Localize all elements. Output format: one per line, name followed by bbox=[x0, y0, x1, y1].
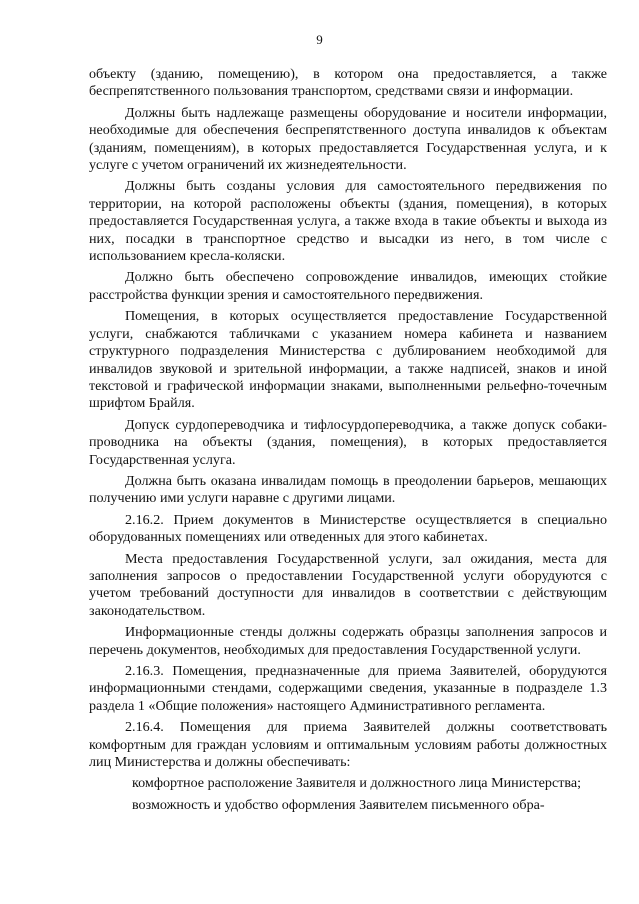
paragraph: Должно быть обеспечено сопровождение инвалидов, имеющих стойкие расстройства функции зрения и самостоятельного передвижения. bbox=[89, 269, 607, 303]
paragraph-continuation: объекту (зданию, помещению), в котором она предоставляется, а также беспрепятственного пользования транспортом, средствами связи и информации. bbox=[89, 66, 607, 100]
list-item: возможность и удобство оформления Заявителем письменного обра- bbox=[132, 796, 545, 813]
paragraph: Информационные стенды должны содержать образцы заполнения запросов и перечень документов, необходимых для предоставления Государственной услуги. bbox=[89, 624, 607, 658]
paragraph: Должны быть надлежаще размещены оборудование и носители информации, необходимые для обеспечения беспрепятственного доступа инвалидов к объектам (зданиям, помещениям), в которых предоставляется Государственная услуга, и к услуге с учетом ограничений их жизнедеятельности. bbox=[89, 104, 607, 174]
paragraph: Помещения, в которых осуществляется предоставление Государственной услуги, снабжаются табличками с указанием номера кабинета и названием структурного подразделения Министерства с дублированием необходимой для инвалидов звуковой и зрительной информации, а также надписей, знаков и иной текстовой и графической информации знаками, выполненными рельефно-точечным шрифтом Брайля. bbox=[89, 308, 607, 412]
page-number: 9 bbox=[316, 32, 323, 47]
section-2-16-3: 2.16.3. Помещения, предназначенные для приема Заявителей, оборудуются информационными стендами, содержащими сведения, указанные в подразделе 1.3 раздела 1 «Общие положения» настоящего Административного регламента. bbox=[89, 663, 607, 714]
section-2-16-4: 2.16.4. Помещения для приема Заявителей должны соответствовать комфортным для граждан условиям и оптимальным условиям работы должностных лиц Министерства и должны обеспечивать: bbox=[89, 719, 607, 771]
section-2-16-2: 2.16.2. Прием документов в Министерстве осуществляется в специально оборудованных помещениях или отведенных для этого кабинетах. bbox=[89, 511, 607, 546]
document-body bbox=[89, 66, 607, 818]
paragraph: Места предоставления Государственной услуги, зал ожидания, места для заполнения запросов о предоставлении Государственной услуги оборудуются с учетом требований доступности для инвалидов в соответствии с действующим законодательством. bbox=[89, 550, 607, 619]
list-item: комфортное расположение Заявителя и должностного лица Министерства; bbox=[132, 775, 582, 792]
paragraph: Допуск сурдопереводчика и тифлосурдопереводчика, а также допуск собаки-проводника на объекты (здания, помещения), в которых предоставляется Государственная услуга. bbox=[89, 416, 607, 468]
paragraph: Должны быть созданы условия для самостоятельного передвижения по территории, на которой расположены объекты (здания, помещения), в которых предоставляется Государственная услуга, а также входа в такие объекты и выхода из них, посадки в транспортное средство и высадки из него, в том числе с использованием кресла-коляски. bbox=[89, 178, 607, 265]
paragraph: Должна быть оказана инвалидам помощь в преодолении барьеров, мешающих получению ими услуги наравне с другими лицами. bbox=[89, 472, 607, 507]
